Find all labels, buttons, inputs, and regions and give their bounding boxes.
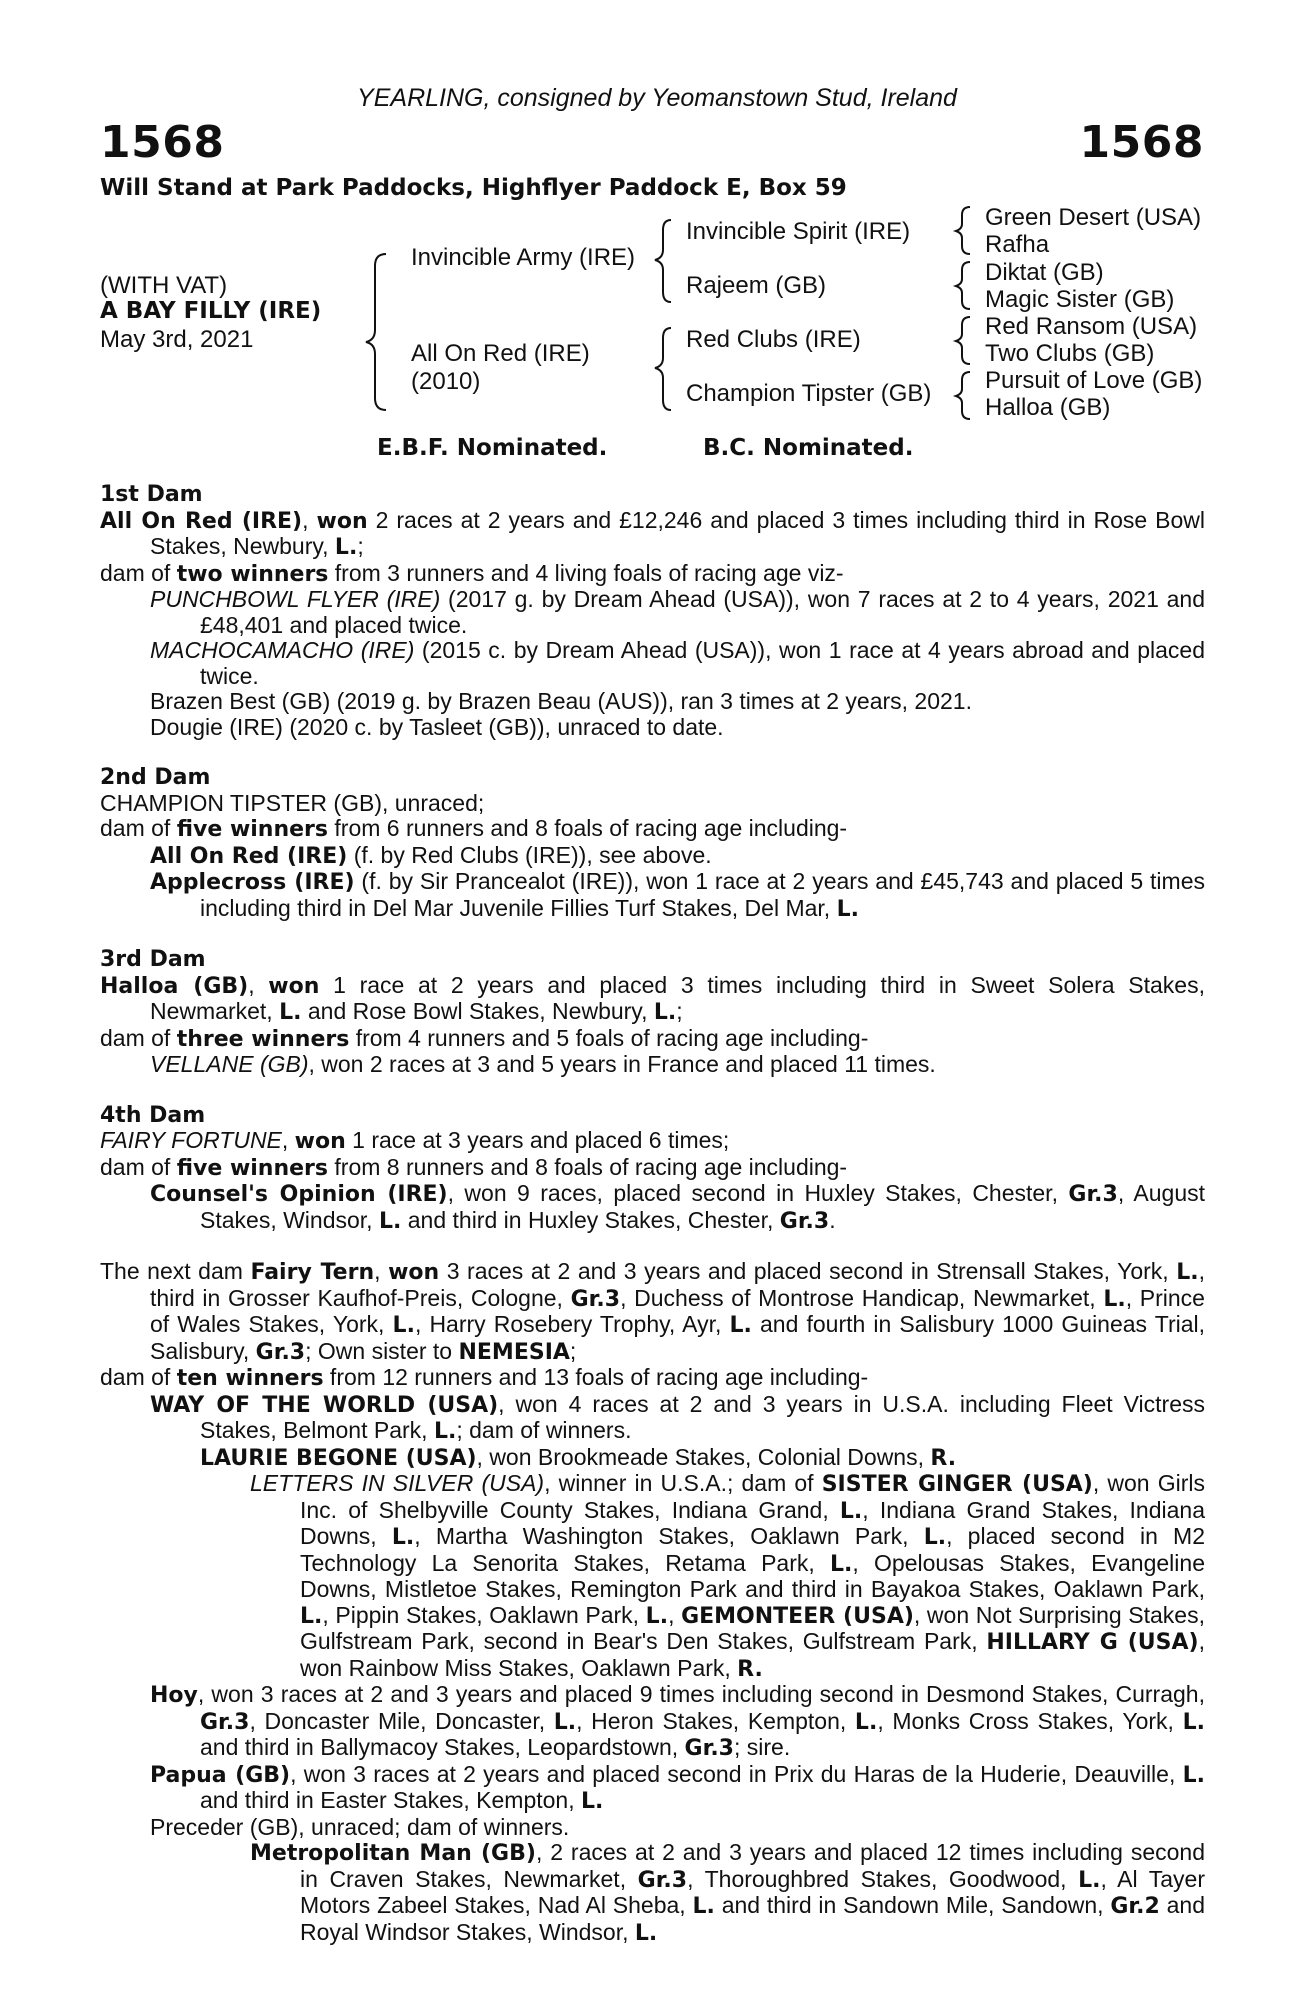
pedigree-g3: Diktat (GB): [985, 259, 1104, 286]
produce-counsels-opinion: Counsel's Opinion (IRE), won 9 races, placed second in Huxley Stakes, Chester, Gr.3, August Stakes, Windsor, L. and third in Huxley Stakes, Chester, Gr.3.: [150, 1180, 1205, 1234]
produce-hoy: Hoy, won 3 races at 2 and 3 years and placed 9 times including second in Desmond Stakes, Curragh, Gr.3, Doncaster Mile, Doncaster, L., Heron Stakes, Kempton, L., Monks Cross Stakes, York, L. and third in Ballymacoy Stakes, Leopardstown, Gr.3; sire.: [150, 1681, 1205, 1761]
fourth-dam-record: FAIRY FORTUNE, won 1 race at 3 years and placed 6 times;: [100, 1127, 730, 1154]
first-dam-record: All On Red (IRE), won 2 races at 2 years and £12,246 and placed 3 times including third in Rose Bowl Stakes, Newbury, L.;: [100, 506, 1206, 560]
produce-applecross: Applecross (IRE) (f. by Sir Prancealot (IRE)), won 1 race at 2 years and £45,743 and placed 5 times including third in Del Mar Juvenile Fillies Turf Stakes, Del Mar, L.: [150, 868, 1205, 922]
produce-preceder: Preceder (GB), unraced; dam of winners.: [150, 1813, 570, 1840]
pedigree-sire-sire: Invincible Spirit (IRE): [686, 218, 911, 245]
pedigree-sire-dam: Rajeem (GB): [686, 272, 827, 299]
pedigree-g8: Halloa (GB): [985, 394, 1111, 421]
pedigree-dam: All On Red (IRE): [411, 340, 590, 367]
third-dam-heading: 3rd Dam: [100, 947, 206, 972]
brace-main: [366, 254, 386, 410]
first-dam-heading: 1st Dam: [100, 482, 203, 507]
fourth-dam-produce-summary: dam of five winners from 8 runners and 8 foals of racing age including-: [100, 1153, 848, 1181]
lot-number-right: 1568: [1079, 117, 1204, 168]
produce-dougie: Dougie (IRE) (2020 c. by Tasleet (GB)), unraced to date.: [150, 713, 724, 740]
foaling-date: May 3rd, 2021: [100, 326, 254, 353]
produce-all-on-red: All On Red (IRE) (f. by Red Clubs (IRE)), see above.: [150, 841, 712, 869]
bc-nominated: B.C. Nominated.: [703, 435, 914, 461]
brace-g2: [956, 262, 970, 309]
pedigree-sire: Invincible Army (IRE): [411, 244, 636, 271]
produce-metropolitan-man: Metropolitan Man (GB), 2 races at 2 and 3 years and placed 12 times including second in Craven Stakes, Newmarket, Gr.3, Thoroughbred Stakes, Goodwood, L., Al Tayer Motors Zabeel Stakes, Nad Al Sheba, L. and third in Sandown Mile, Sandown, Gr.2 and Royal Windsor Stakes, Windsor, L.: [250, 1839, 1206, 1946]
third-dam-produce-summary: dam of three winners from 4 runners and 5 foals of racing age including-: [100, 1024, 869, 1052]
consignment-line: YEARLING, consigned by Yeomanstown Stud, Ireland: [357, 84, 957, 112]
produce-papua: Papua (GB), won 3 races at 2 years and placed second in Prix du Haras de la Huderie, Deauville, L. and third in Easter Stakes, Kempton, L.: [150, 1760, 1205, 1814]
third-dam-record: Halloa (GB), won 1 race at 2 years and placed 3 times including third in Sweet Solera Stakes, Newmarket, L. and Rose Bowl Stakes, Newbury, L.;: [100, 971, 1205, 1025]
pedigree-dam-year: (2010): [411, 368, 481, 395]
brace-sire: [655, 220, 671, 302]
next-dam-record: The next dam Fairy Tern, won 3 races at 2 and 3 years and placed second in Strensall Stakes, York, L., third in Grosser Kaufhof-Preis, Cologne, Gr.3, Duchess of Montrose Handicap, Newmarket, L., Prince of Wales Stakes, York, L., Harry Rosebery Trophy, Ayr, L. and fourth in Salisbury 1000 Guineas Trial, Salisbury, Gr.3; Own sister to NEMESIA;: [100, 1258, 1206, 1365]
pedigree-g5: Red Ransom (USA): [985, 313, 1198, 340]
pedigree-g1: Green Desert (USA): [985, 204, 1202, 231]
lot-number-left: 1568: [100, 117, 225, 168]
pedigree-g4: Magic Sister (GB): [985, 286, 1175, 313]
brace-g3: [956, 317, 970, 364]
produce-way-of-the-world: WAY OF THE WORLD (USA), won 4 races at 2 and 3 years in U.S.A. including Fleet Victress Stakes, Belmont Park, L.; dam of winners.: [150, 1390, 1205, 1444]
brace-g1: [956, 207, 970, 254]
produce-letters-in-silver: LETTERS IN SILVER (USA), winner in U.S.A.; dam of SISTER GINGER (USA), won Girls Inc. of Shelbyville County Stakes, Indiana Grand, L., Indiana Grand Stakes, Indiana Downs, L., Martha Washington Stakes, Oaklawn Park, L., placed second in M2 Technology La Senorita Stakes, Retama Park, L., Opelousas Stakes, Evangeline Downs, Mistletoe Stakes, Remington Park and third in Bayakoa Stakes, Oaklawn Park, L., Pippin Stakes, Oaklawn Park, L., GEMONTEER (USA), won Not Surprising Stakes, Gulfstream Park, second in Bear's Den Stakes, Gulfstream Park, HILLARY G (USA), won Rainbow Miss Stakes, Oaklawn Park, R.: [250, 1470, 1206, 1682]
vat-note: (WITH VAT): [100, 272, 228, 299]
pedigree-g6: Two Clubs (GB): [985, 340, 1155, 367]
ebf-nominated: E.B.F. Nominated.: [377, 435, 608, 461]
pedigree-g7: Pursuit of Love (GB): [985, 367, 1203, 394]
fourth-dam-heading: 4th Dam: [100, 1102, 206, 1128]
next-dam-produce-summary: dam of ten winners from 12 runners and 13 foals of racing age including-: [100, 1364, 869, 1391]
second-dam-heading: 2nd Dam: [100, 765, 211, 790]
pedigree-dam-dam: Champion Tipster (GB): [686, 380, 932, 407]
produce-laurie-begone: LAURIE BEGONE (USA), won Brookmeade Stakes, Colonial Downs, R.: [200, 1443, 957, 1471]
second-dam-record: CHAMPION TIPSTER (GB), unraced;: [100, 789, 485, 816]
pedigree-dam-sire: Red Clubs (IRE): [686, 326, 861, 353]
horse-name: A BAY FILLY (IRE): [100, 298, 322, 324]
second-dam-produce-summary: dam of five winners from 6 runners and 8 foals of racing age including-: [100, 815, 848, 842]
produce-machocamacho: MACHOCAMACHO (IRE) (2015 c. by Dream Ahead (USA)), won 1 race at 4 years abroad and placed twice.: [150, 637, 1205, 689]
brace-dam: [655, 328, 671, 410]
brace-g4: [956, 372, 970, 419]
produce-brazen-best: Brazen Best (GB) (2019 g. by Brazen Beau (AUS)), ran 3 times at 2 years, 2021.: [150, 688, 972, 714]
catalogue-body: [100, 482, 1205, 1946]
stand-location: Will Stand at Park Paddocks, Highflyer Paddock E, Box 59: [100, 175, 847, 201]
first-dam-produce-summary: dam of two winners from 3 runners and 4 living foals of racing age viz-: [100, 559, 844, 587]
produce-vellane: VELLANE (GB), won 2 races at 3 and 5 years in France and placed 11 times.: [150, 1051, 936, 1077]
pedigree-g2: Rafha: [985, 231, 1050, 258]
produce-punchbowl-flyer: PUNCHBOWL FLYER (IRE) (2017 g. by Dream Ahead (USA)), won 7 races at 2 to 4 years, 2021 and £48,401 and placed twice.: [150, 586, 1205, 638]
